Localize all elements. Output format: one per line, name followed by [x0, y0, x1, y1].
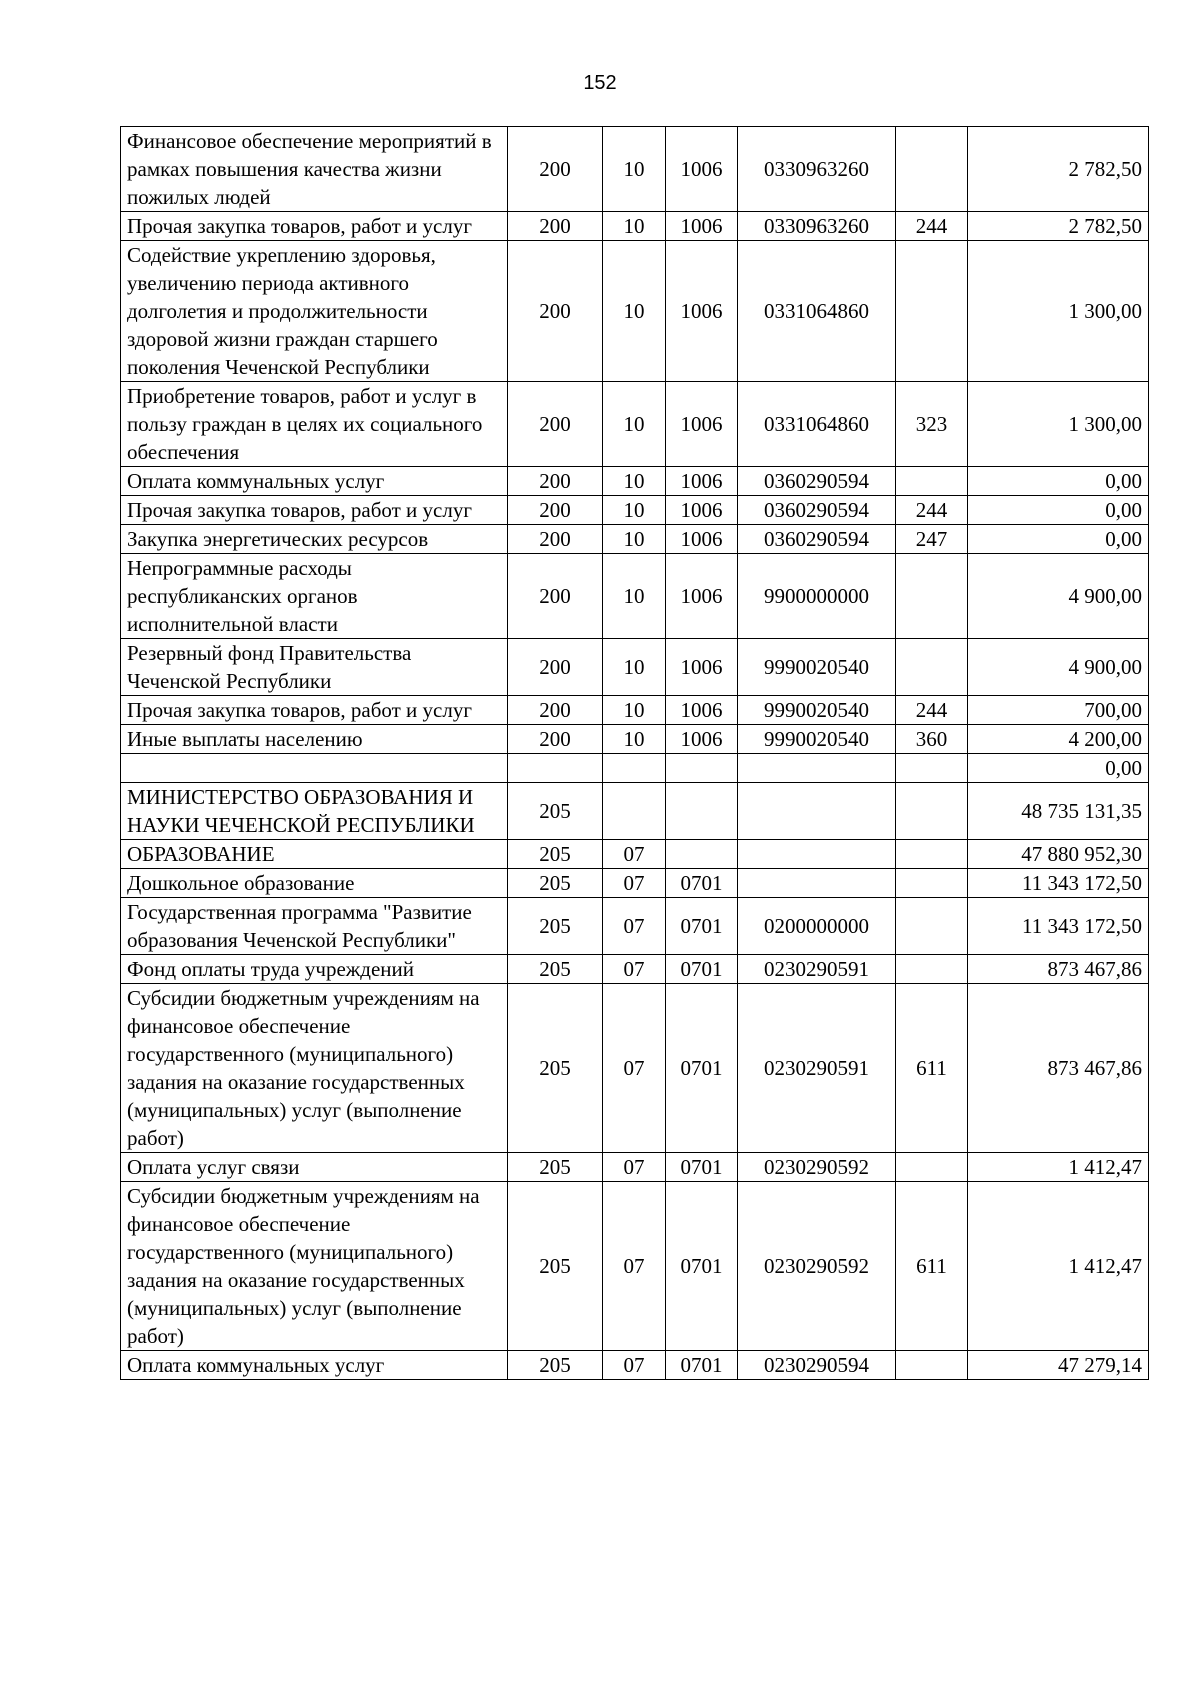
cell-expense-type-code: [896, 467, 968, 496]
cell-expense-type-code: 244: [896, 212, 968, 241]
cell-target-article-code: 9900000000: [738, 554, 896, 639]
cell-row-name: Содействие укреплению здоровья, увеличению периода активного долголетия и продолжительности здоровой жизни граждан старшего поколения Чеченской Республики: [121, 241, 508, 382]
cell-row-name: Субсидии бюджетным учреждениям на финансовое обеспечение государственного (муниципального) задания на оказание государственных (муниципальных) услуг (выполнение работ): [121, 984, 508, 1153]
cell-expense-type-code: [896, 955, 968, 984]
table-row: [121, 898, 1149, 955]
cell-row-name: Закупка энергетических ресурсов: [121, 525, 508, 554]
table-row: [121, 241, 1149, 382]
cell-section-code: 10: [603, 241, 666, 382]
cell-subsection-code: 1006: [666, 467, 738, 496]
cell-subsection-code: 1006: [666, 725, 738, 754]
cell-expense-type-code: 611: [896, 984, 968, 1153]
table-row: [121, 525, 1149, 554]
cell-ved-code: 205: [508, 1351, 603, 1380]
cell-row-name: Прочая закупка товаров, работ и услуг: [121, 496, 508, 525]
cell-row-name: Прочая закупка товаров, работ и услуг: [121, 696, 508, 725]
cell-target-article-code: 0360290594: [738, 525, 896, 554]
cell-expense-type-code: [896, 754, 968, 783]
cell-row-name: МИНИСТЕРСТВО ОБРАЗОВАНИЯ И НАУКИ ЧЕЧЕНСКОЙ РЕСПУБЛИКИ: [121, 783, 508, 840]
cell-ved-code: 200: [508, 696, 603, 725]
cell-target-article-code: 9990020540: [738, 639, 896, 696]
cell-expense-type-code: [896, 1153, 968, 1182]
cell-expense-type-code: 323: [896, 382, 968, 467]
cell-subsection-code: [666, 754, 738, 783]
cell-amount: 1 412,47: [968, 1182, 1149, 1351]
cell-subsection-code: 0701: [666, 1351, 738, 1380]
cell-amount: 1 412,47: [968, 1153, 1149, 1182]
table-row: [121, 696, 1149, 725]
cell-ved-code: 200: [508, 525, 603, 554]
table-row: [121, 127, 1149, 212]
table-row: [121, 554, 1149, 639]
cell-expense-type-code: [896, 840, 968, 869]
cell-ved-code: [508, 754, 603, 783]
cell-subsection-code: 1006: [666, 639, 738, 696]
cell-ved-code: 205: [508, 1182, 603, 1351]
cell-ved-code: 205: [508, 869, 603, 898]
cell-amount: 0,00: [968, 496, 1149, 525]
cell-target-article-code: 0230290591: [738, 984, 896, 1153]
table-row: [121, 382, 1149, 467]
cell-amount: 11 343 172,50: [968, 898, 1149, 955]
cell-section-code: [603, 754, 666, 783]
cell-target-article-code: 0230290591: [738, 955, 896, 984]
cell-amount: 11 343 172,50: [968, 869, 1149, 898]
cell-amount: 48 735 131,35: [968, 783, 1149, 840]
cell-target-article-code: 9990020540: [738, 725, 896, 754]
cell-section-code: 10: [603, 639, 666, 696]
cell-subsection-code: [666, 840, 738, 869]
table-row: [121, 639, 1149, 696]
cell-amount: 4 200,00: [968, 725, 1149, 754]
budget-table-body: [121, 127, 1149, 1380]
cell-subsection-code: 1006: [666, 496, 738, 525]
cell-ved-code: 200: [508, 554, 603, 639]
cell-amount: 2 782,50: [968, 212, 1149, 241]
cell-ved-code: 200: [508, 639, 603, 696]
cell-target-article-code: 0330963260: [738, 127, 896, 212]
cell-target-article-code: [738, 840, 896, 869]
cell-expense-type-code: [896, 898, 968, 955]
cell-expense-type-code: [896, 639, 968, 696]
cell-expense-type-code: [896, 783, 968, 840]
cell-row-name: Фонд оплаты труда учреждений: [121, 955, 508, 984]
cell-section-code: 07: [603, 1153, 666, 1182]
cell-row-name: Государственная программа "Развитие образования Чеченской Республики": [121, 898, 508, 955]
cell-section-code: 07: [603, 1351, 666, 1380]
cell-subsection-code: 0701: [666, 869, 738, 898]
cell-target-article-code: [738, 869, 896, 898]
cell-subsection-code: 1006: [666, 382, 738, 467]
cell-amount: 47 279,14: [968, 1351, 1149, 1380]
cell-ved-code: 200: [508, 241, 603, 382]
cell-expense-type-code: 244: [896, 696, 968, 725]
table-row: [121, 1153, 1149, 1182]
cell-row-name: Приобретение товаров, работ и услуг в пользу граждан в целях их социального обеспечения: [121, 382, 508, 467]
cell-section-code: 10: [603, 725, 666, 754]
cell-row-name: [121, 754, 508, 783]
cell-row-name: Резервный фонд Правительства Чеченской Республики: [121, 639, 508, 696]
cell-subsection-code: 0701: [666, 984, 738, 1153]
cell-section-code: 10: [603, 382, 666, 467]
cell-ved-code: 200: [508, 725, 603, 754]
cell-target-article-code: 0200000000: [738, 898, 896, 955]
cell-section-code: 07: [603, 898, 666, 955]
cell-target-article-code: 0230290592: [738, 1182, 896, 1351]
cell-section-code: 07: [603, 840, 666, 869]
cell-ved-code: 205: [508, 984, 603, 1153]
table-row: [121, 725, 1149, 754]
cell-expense-type-code: 611: [896, 1182, 968, 1351]
cell-ved-code: 200: [508, 496, 603, 525]
cell-row-name: Иные выплаты населению: [121, 725, 508, 754]
cell-section-code: 07: [603, 869, 666, 898]
cell-amount: 873 467,86: [968, 984, 1149, 1153]
table-row: [121, 212, 1149, 241]
cell-section-code: 10: [603, 127, 666, 212]
cell-amount: 873 467,86: [968, 955, 1149, 984]
cell-subsection-code: 1006: [666, 525, 738, 554]
cell-target-article-code: 0230290594: [738, 1351, 896, 1380]
cell-row-name: Оплата коммунальных услуг: [121, 467, 508, 496]
cell-subsection-code: 0701: [666, 955, 738, 984]
cell-section-code: 10: [603, 554, 666, 639]
cell-section-code: 07: [603, 984, 666, 1153]
cell-amount: 1 300,00: [968, 382, 1149, 467]
cell-amount: 47 880 952,30: [968, 840, 1149, 869]
cell-subsection-code: 0701: [666, 898, 738, 955]
cell-expense-type-code: 244: [896, 496, 968, 525]
table-row: [121, 496, 1149, 525]
cell-subsection-code: 1006: [666, 554, 738, 639]
cell-row-name: Оплата коммунальных услуг: [121, 1351, 508, 1380]
cell-target-article-code: 0360290594: [738, 467, 896, 496]
cell-subsection-code: 0701: [666, 1182, 738, 1351]
cell-section-code: 10: [603, 696, 666, 725]
cell-amount: 0,00: [968, 467, 1149, 496]
cell-subsection-code: [666, 783, 738, 840]
table-row: [121, 467, 1149, 496]
cell-target-article-code: 0330963260: [738, 212, 896, 241]
table-row: [121, 1182, 1149, 1351]
cell-section-code: 07: [603, 1182, 666, 1351]
cell-expense-type-code: 247: [896, 525, 968, 554]
cell-amount: 0,00: [968, 754, 1149, 783]
table-row: [121, 869, 1149, 898]
cell-expense-type-code: [896, 1351, 968, 1380]
cell-expense-type-code: 360: [896, 725, 968, 754]
cell-subsection-code: 1006: [666, 696, 738, 725]
cell-section-code: 10: [603, 212, 666, 241]
cell-ved-code: 200: [508, 127, 603, 212]
cell-target-article-code: 0331064860: [738, 382, 896, 467]
cell-section-code: 10: [603, 467, 666, 496]
cell-target-article-code: 9990020540: [738, 696, 896, 725]
cell-row-name: Прочая закупка товаров, работ и услуг: [121, 212, 508, 241]
cell-row-name: Дошкольное образование: [121, 869, 508, 898]
cell-row-name: Оплата услуг связи: [121, 1153, 508, 1182]
cell-subsection-code: 1006: [666, 212, 738, 241]
cell-ved-code: 205: [508, 783, 603, 840]
cell-amount: 4 900,00: [968, 639, 1149, 696]
cell-amount: 2 782,50: [968, 127, 1149, 212]
cell-section-code: 10: [603, 496, 666, 525]
cell-ved-code: 205: [508, 955, 603, 984]
cell-target-article-code: [738, 783, 896, 840]
budget-table: [120, 126, 1149, 1380]
table-row: [121, 783, 1149, 840]
table-row: [121, 984, 1149, 1153]
cell-row-name: Субсидии бюджетным учреждениям на финансовое обеспечение государственного (муниципального) задания на оказание государственных (муниципальных) услуг (выполнение работ): [121, 1182, 508, 1351]
cell-ved-code: 205: [508, 840, 603, 869]
table-row: [121, 840, 1149, 869]
cell-amount: 1 300,00: [968, 241, 1149, 382]
cell-ved-code: 200: [508, 212, 603, 241]
cell-subsection-code: 1006: [666, 241, 738, 382]
cell-target-article-code: 0360290594: [738, 496, 896, 525]
cell-section-code: 10: [603, 525, 666, 554]
cell-row-name: Финансовое обеспечение мероприятий в рамках повышения качества жизни пожилых людей: [121, 127, 508, 212]
cell-target-article-code: 0230290592: [738, 1153, 896, 1182]
cell-subsection-code: 1006: [666, 127, 738, 212]
cell-expense-type-code: [896, 241, 968, 382]
cell-section-code: [603, 783, 666, 840]
cell-row-name: ОБРАЗОВАНИЕ: [121, 840, 508, 869]
cell-target-article-code: 0331064860: [738, 241, 896, 382]
cell-amount: 700,00: [968, 696, 1149, 725]
cell-ved-code: 200: [508, 382, 603, 467]
cell-row-name: Непрограммные расходы республиканских органов исполнительной власти: [121, 554, 508, 639]
cell-ved-code: 205: [508, 898, 603, 955]
cell-ved-code: 200: [508, 467, 603, 496]
cell-section-code: 07: [603, 955, 666, 984]
cell-expense-type-code: [896, 869, 968, 898]
page-number: 152: [583, 72, 617, 94]
table-row: [121, 955, 1149, 984]
cell-expense-type-code: [896, 554, 968, 639]
cell-amount: 0,00: [968, 525, 1149, 554]
cell-expense-type-code: [896, 127, 968, 212]
cell-target-article-code: [738, 754, 896, 783]
table-row: [121, 754, 1149, 783]
cell-ved-code: 205: [508, 1153, 603, 1182]
cell-amount: 4 900,00: [968, 554, 1149, 639]
cell-subsection-code: 0701: [666, 1153, 738, 1182]
table-row: [121, 1351, 1149, 1380]
